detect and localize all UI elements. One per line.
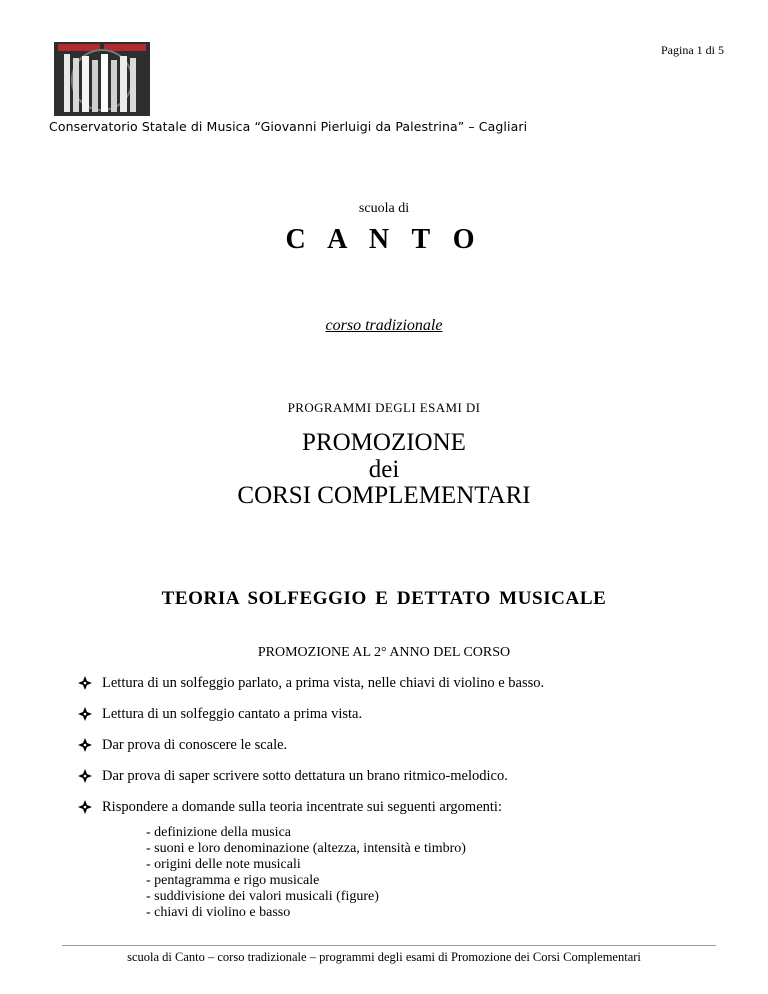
- list-item: [78, 767, 718, 798]
- topic-item: - origini delle note musicali: [146, 857, 301, 872]
- requirements-list: [78, 674, 718, 829]
- diamond-bullet-icon: [78, 676, 92, 690]
- requirement-text: Dar prova di conoscere le scale.: [102, 737, 288, 753]
- list-item: [78, 736, 718, 767]
- school-prefix: scuola di: [358, 201, 410, 216]
- requirement-text: Lettura di un solfeggio cantato a prima vista.: [102, 706, 363, 722]
- list-item: [78, 705, 718, 736]
- theory-topics-list: [146, 825, 466, 921]
- exam-title-line-2: dei: [368, 456, 400, 483]
- requirement-text: Dar prova di saper scrivere sotto dettatura un brano ritmico-melodico.: [102, 768, 508, 784]
- list-item: [78, 674, 718, 705]
- requirement-text: Lettura di un solfeggio parlato, a prima vista, nelle chiavi di violino e basso.: [102, 675, 545, 691]
- diamond-bullet-icon: [78, 738, 92, 752]
- footer-divider: [62, 945, 716, 946]
- year-heading: PROMOZIONE AL 2° ANNO DEL CORSO: [257, 645, 511, 660]
- topic-item: - pentagramma e rigo musicale: [146, 873, 320, 888]
- institution-name: Conservatorio Statale di Musica “Giovanni Pierluigi da Palestrina” – Cagliari: [49, 119, 528, 134]
- topic-item: - definizione della musica: [146, 825, 291, 840]
- programs-heading: PROGRAMMI DEGLI ESAMI DI: [287, 400, 481, 415]
- diamond-bullet-icon: [78, 769, 92, 783]
- topic-item: - suddivisione dei valori musicali (figure): [146, 889, 379, 904]
- exam-title-line-3: CORSI COMPLEMENTARI: [237, 482, 531, 509]
- page-number: Pagina 1 di 5: [661, 43, 724, 57]
- requirement-text: Rispondere a domande sulla teoria incentrate sui seguenti argomenti:: [102, 799, 502, 815]
- exam-title-line-1: PROMOZIONE: [302, 429, 466, 456]
- conservatory-logo-icon: [54, 42, 150, 116]
- diamond-bullet-icon: [78, 800, 92, 814]
- topic-item: - chiavi di violino e basso: [146, 905, 291, 920]
- school-name: C A N T O: [285, 224, 483, 255]
- diamond-bullet-icon: [78, 707, 92, 721]
- subject-title: TEORIA SOLFEGGIO E DETTATO MUSICALE: [161, 588, 607, 609]
- course-type: corso tradizionale: [325, 317, 443, 334]
- footer-text: scuola di Canto – corso tradizionale – programmi degli esami di Promozione dei Corsi Complementari: [127, 950, 641, 964]
- topic-item: - suoni e loro denominazione (altezza, intensità e timbro): [146, 841, 466, 856]
